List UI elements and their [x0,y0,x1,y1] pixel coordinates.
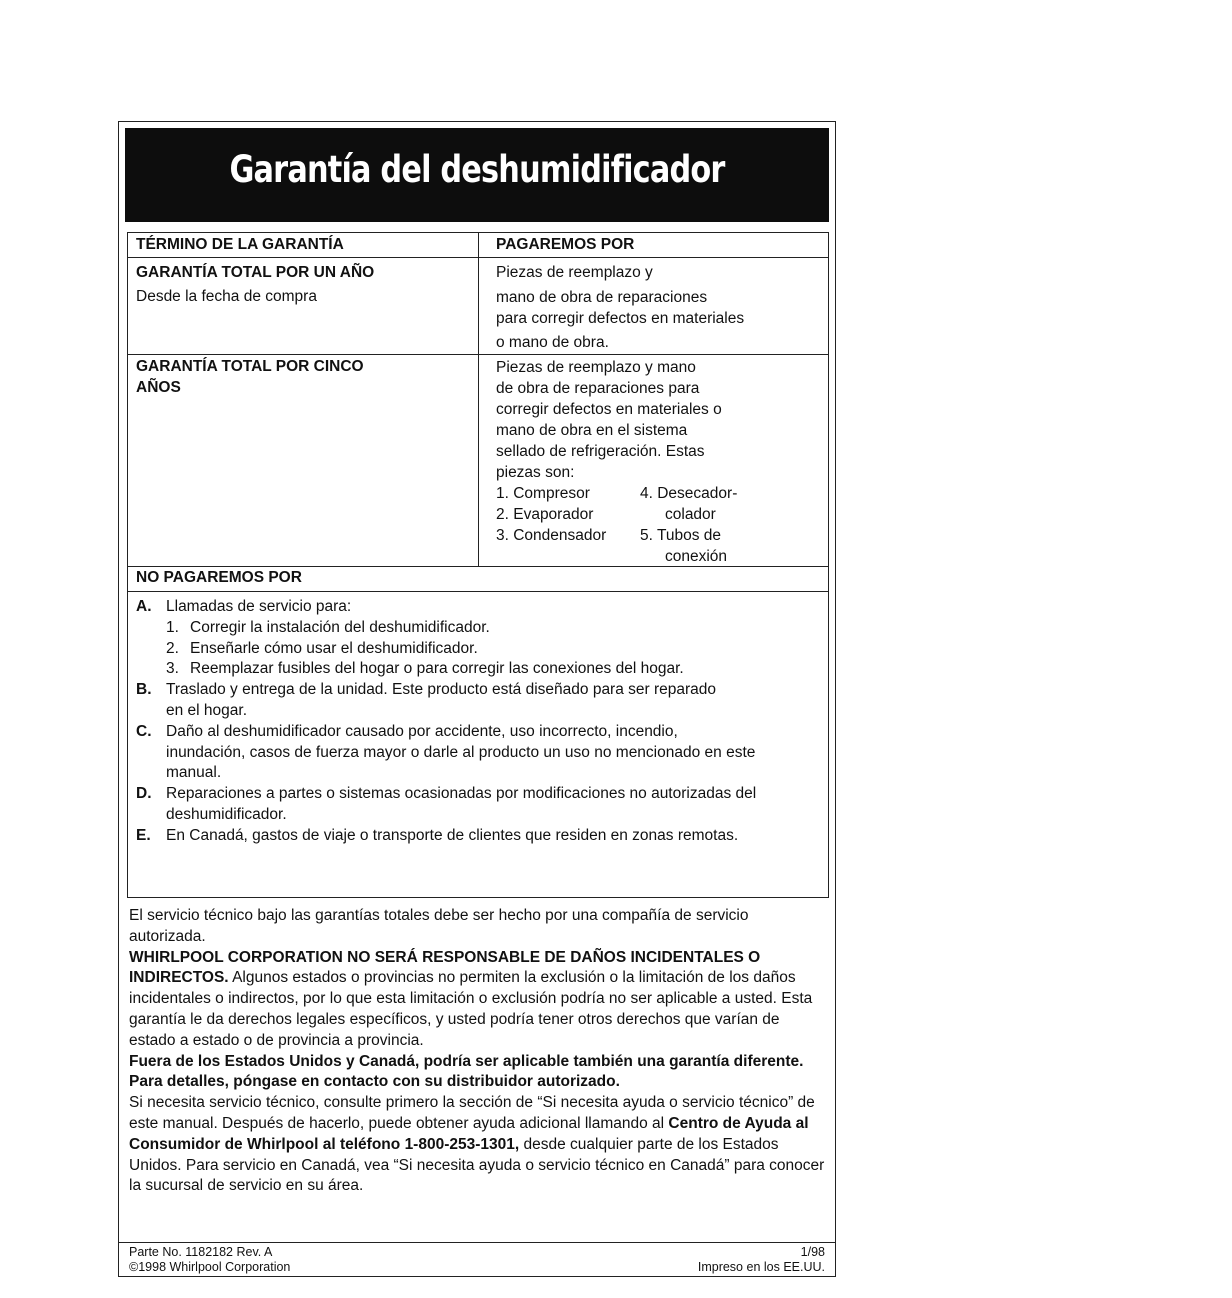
liability-text: Algunos estados o provincias no permiten la exclusión o la limitación de los daños incidentales o indirectos, por lo que esta limitación o exclusión podría no ser aplicable a usted. Esta garantía le da derechos legales específicos, y usted podría tener otros derechos que varían de estado a estado o de provincia a provincia. [129,969,813,1049]
pay-line: Piezas de reemplazo y [496,264,653,281]
pay-line: sellado de refrigeración. Estas [496,443,705,460]
term-five-year: GARANTÍA TOTAL POR CINCO [136,358,364,375]
list-letter: E. [136,826,151,844]
part-item: 5. Tubos de [640,527,722,544]
list-item [136,597,796,618]
list-text: Reemplazar fusibles del hogar o para corregir las conexiones del hogar. [190,660,684,678]
help-text: desde cualquier parte de los Estados Unidos. Para servicio en Canadá, vea “Si necesita ayuda o servicio técnico en Canadá” para conocer la sucursal de servicio en su área. [129,1135,825,1195]
list-text: Corregir la instalación del deshumidificador. [190,618,490,636]
part-item: conexión [665,548,728,565]
part-item: colador [665,506,716,523]
phone-number: 1-800-253-1301, [404,1135,520,1153]
list-number: 1. [166,618,179,636]
footer-divider [119,1242,835,1243]
print-date: 1/98 [800,1245,825,1259]
help-center: Centro de Ayuda al Consumidor de Whirlpool al teléfono [129,1114,809,1153]
help-text: Si necesita servicio técnico, consulte primero la sección de “Si necesita ayuda o servicio técnico” de este manual. Después de hacerlo, puede obtener ayuda adicional llamando al [129,1094,815,1132]
col-header-pay: PAGAREMOS POR [496,236,635,253]
list-text: Traslado y entrega de la unidad. Este producto está diseñado para ser reparado en el hogar. [166,681,717,719]
list-letter: A. [136,598,152,615]
term-five-year-2: AÑOS [136,379,181,396]
list-subitem [136,639,796,660]
list-text: En Canadá, gastos de viaje o transporte de clientes que residen en zonas remotas. [166,826,739,844]
list-item [136,722,796,784]
list-item [136,680,796,722]
no-pay-list [136,597,796,847]
pay-line: para corregir defectos en materiales [496,310,745,327]
warranty-notes [129,906,829,1197]
list-letter: C. [136,722,152,740]
pay-line: mano de obra en el sistema [496,422,688,439]
term-one-year: GARANTÍA TOTAL POR UN AÑO [136,264,375,281]
pay-line: Piezas de reemplazo y mano [496,359,696,376]
list-number: 2. [166,639,179,657]
part-item: 3. Condensador [496,527,607,544]
list-letter: D. [136,785,152,803]
list-text: Llamadas de servicio para: [166,598,352,615]
copyright: ©1998 Whirlpool Corporation [129,1260,291,1274]
printed-in: Impreso en los EE.UU. [697,1260,825,1274]
list-letter: B. [136,681,152,699]
service-note: El servicio técnico bajo las garantías totales debe ser hecho por una compañía de servicio autorizada. [129,907,749,945]
title-banner [125,128,829,222]
term-note: Desde la fecha de compra [136,288,317,305]
column-divider [478,233,479,567]
header-divider [128,257,828,258]
list-item [136,826,796,847]
list-subitem [136,659,796,680]
warranty-table [127,232,829,898]
international-note: Fuera de los Estados Unidos y Canadá, podría ser aplicable también una garantía diferente. Para detalles, póngase en contacto con su distribuidor autorizado. [129,1052,804,1091]
part-item: 4. Desecador- [640,485,738,502]
col-header-term: TÉRMINO DE LA GARANTÍA [136,236,344,253]
liability-note [129,948,829,1052]
pay-line: piezas son: [496,464,575,481]
list-item [136,784,796,826]
part-number: Parte No. 1182182 Rev. A [129,1245,273,1259]
pay-line: de obra de reparaciones para [496,380,700,397]
part-item: 1. Compresor [496,485,590,502]
pay-line: o mano de obra. [496,334,609,351]
list-number: 3. [166,660,179,678]
pay-line: mano de obra de reparaciones [496,289,708,306]
list-subitem [136,618,796,639]
warranty-card [118,121,836,1277]
liability-heading: WHIRLPOOL CORPORATION NO SERÁ RESPONSABLE DE DAÑOS INCIDENTALES O INDIRECTOS. [129,948,761,987]
help-note [129,1093,829,1197]
list-text: Daño al deshumidificador causado por accidente, uso incorrecto, incendio, inundación, casos de fuerza mayor o darle al producto un uso no mencionado en este manual. [166,722,756,782]
page-title: Garantía del deshumidificador [229,148,725,191]
pay-line: corregir defectos en materiales o [496,401,722,418]
list-text: Reparaciones a partes o sistemas ocasionadas por modificaciones no autorizadas del deshumidificador. [166,785,757,823]
no-pay-header: NO PAGAREMOS POR [136,569,302,586]
part-item: 2. Evaporador [496,506,594,523]
row-divider [128,591,828,592]
list-text: Enseñarle cómo usar el deshumidificador. [190,639,478,657]
